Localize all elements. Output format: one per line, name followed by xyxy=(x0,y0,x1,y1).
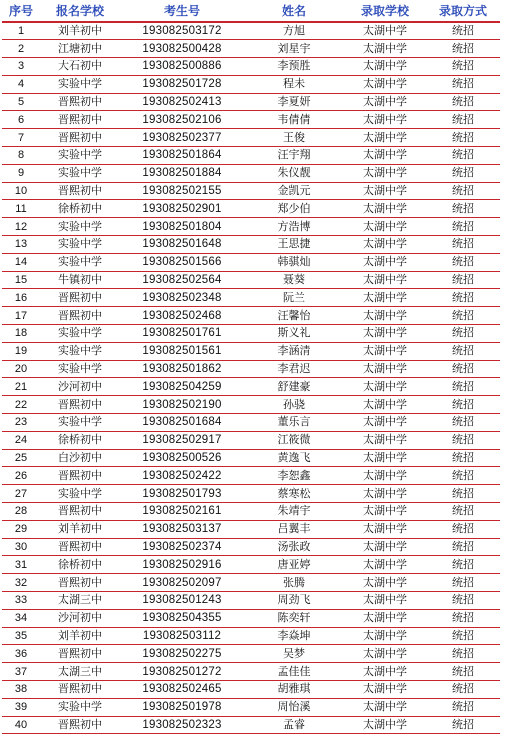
table-row xyxy=(2,538,500,556)
cell-name: 程未 xyxy=(244,75,344,93)
cell-serial: 27 xyxy=(2,485,40,503)
cell-registration-school: 晋熙初中 xyxy=(40,716,120,734)
cell-name: 韩骐灿 xyxy=(244,253,344,271)
cell-name: 斯义礼 xyxy=(244,325,344,343)
cell-candidate-number: 193082502097 xyxy=(120,574,244,592)
cell-registration-school: 江塘初中 xyxy=(40,40,120,58)
cell-serial: 31 xyxy=(2,556,40,574)
table-row xyxy=(2,40,500,58)
cell-registration-school: 晋熙初中 xyxy=(40,503,120,521)
cell-admission-method: 统招 xyxy=(426,538,500,556)
cell-name: 孟睿 xyxy=(244,716,344,734)
cell-registration-school: 徐桥初中 xyxy=(40,556,120,574)
table-row xyxy=(2,182,500,200)
cell-name: 吕翼丰 xyxy=(244,520,344,538)
header-serial: 序号 xyxy=(2,0,40,22)
cell-registration-school: 晋熙初中 xyxy=(40,182,120,200)
cell-admission-method: 统招 xyxy=(426,592,500,610)
cell-admitting-school: 太湖中学 xyxy=(344,360,426,378)
cell-name: 胡雅琪 xyxy=(244,680,344,698)
cell-registration-school: 晋熙初中 xyxy=(40,307,120,325)
cell-candidate-number: 193082503112 xyxy=(120,627,244,645)
cell-registration-school: 实验中学 xyxy=(40,147,120,165)
cell-serial: 17 xyxy=(2,307,40,325)
cell-serial: 34 xyxy=(2,609,40,627)
cell-serial: 33 xyxy=(2,592,40,610)
cell-candidate-number: 193082502348 xyxy=(120,289,244,307)
cell-admitting-school: 太湖中学 xyxy=(344,467,426,485)
cell-candidate-number: 193082501566 xyxy=(120,253,244,271)
table-row xyxy=(2,645,500,663)
cell-candidate-number: 193082501862 xyxy=(120,360,244,378)
cell-registration-school: 实验中学 xyxy=(40,342,120,360)
table-row xyxy=(2,627,500,645)
cell-registration-school: 白沙初中 xyxy=(40,449,120,467)
cell-admission-method: 统招 xyxy=(426,164,500,182)
cell-serial: 39 xyxy=(2,698,40,716)
table-row xyxy=(2,414,500,432)
cell-name: 阮兰 xyxy=(244,289,344,307)
table-row xyxy=(2,680,500,698)
cell-serial: 28 xyxy=(2,503,40,521)
cell-admitting-school: 太湖中学 xyxy=(344,271,426,289)
cell-admitting-school: 太湖中学 xyxy=(344,716,426,734)
cell-candidate-number: 193082501804 xyxy=(120,218,244,236)
cell-serial: 37 xyxy=(2,663,40,681)
cell-registration-school: 晋熙初中 xyxy=(40,645,120,663)
admission-table xyxy=(2,0,500,734)
cell-registration-school: 晋熙初中 xyxy=(40,467,120,485)
table-row xyxy=(2,22,500,40)
cell-registration-school: 大石初中 xyxy=(40,58,120,76)
cell-admitting-school: 太湖中学 xyxy=(344,556,426,574)
cell-registration-school: 晋熙初中 xyxy=(40,574,120,592)
cell-admitting-school: 太湖中学 xyxy=(344,431,426,449)
cell-admission-method: 统招 xyxy=(426,698,500,716)
cell-name: 朱仪靓 xyxy=(244,164,344,182)
cell-registration-school: 晋熙初中 xyxy=(40,129,120,147)
cell-serial: 32 xyxy=(2,574,40,592)
cell-serial: 8 xyxy=(2,147,40,165)
table-row xyxy=(2,325,500,343)
cell-admitting-school: 太湖中学 xyxy=(344,75,426,93)
cell-candidate-number: 193082502161 xyxy=(120,503,244,521)
cell-name: 郑少伯 xyxy=(244,200,344,218)
cell-admission-method: 统招 xyxy=(426,22,500,40)
header-candidate-number: 考生号 xyxy=(120,0,244,22)
cell-candidate-number: 193082502190 xyxy=(120,396,244,414)
cell-admitting-school: 太湖中学 xyxy=(344,627,426,645)
cell-candidate-number: 193082501884 xyxy=(120,164,244,182)
cell-registration-school: 晋熙初中 xyxy=(40,289,120,307)
cell-admission-method: 统招 xyxy=(426,236,500,254)
cell-name: 刘星宇 xyxy=(244,40,344,58)
cell-admitting-school: 太湖中学 xyxy=(344,342,426,360)
cell-registration-school: 刘羊初中 xyxy=(40,22,120,40)
table-row xyxy=(2,342,500,360)
cell-name: 孟佳佳 xyxy=(244,663,344,681)
table-row xyxy=(2,58,500,76)
table-row xyxy=(2,520,500,538)
cell-serial: 1 xyxy=(2,22,40,40)
cell-name: 李焱坤 xyxy=(244,627,344,645)
cell-admitting-school: 太湖中学 xyxy=(344,182,426,200)
cell-admitting-school: 太湖中学 xyxy=(344,40,426,58)
cell-admission-method: 统招 xyxy=(426,253,500,271)
cell-registration-school: 刘羊初中 xyxy=(40,520,120,538)
cell-candidate-number: 193082501272 xyxy=(120,663,244,681)
cell-name: 周劲飞 xyxy=(244,592,344,610)
cell-name: 王思捷 xyxy=(244,236,344,254)
cell-registration-school: 晋熙初中 xyxy=(40,93,120,111)
cell-admission-method: 统招 xyxy=(426,360,500,378)
cell-registration-school: 实验中学 xyxy=(40,253,120,271)
cell-candidate-number: 193082504355 xyxy=(120,609,244,627)
table-row xyxy=(2,289,500,307)
cell-admission-method: 统招 xyxy=(426,627,500,645)
table-row xyxy=(2,449,500,467)
cell-serial: 29 xyxy=(2,520,40,538)
cell-serial: 14 xyxy=(2,253,40,271)
cell-serial: 18 xyxy=(2,325,40,343)
cell-registration-school: 实验中学 xyxy=(40,360,120,378)
cell-candidate-number: 193082501761 xyxy=(120,325,244,343)
cell-candidate-number: 193082504259 xyxy=(120,378,244,396)
cell-candidate-number: 193082502377 xyxy=(120,129,244,147)
cell-candidate-number: 193082502155 xyxy=(120,182,244,200)
cell-name: 周怡溪 xyxy=(244,698,344,716)
cell-serial: 22 xyxy=(2,396,40,414)
cell-admission-method: 统招 xyxy=(426,200,500,218)
cell-admitting-school: 太湖中学 xyxy=(344,520,426,538)
cell-admission-method: 统招 xyxy=(426,40,500,58)
cell-name: 李君迟 xyxy=(244,360,344,378)
header-admission-method: 录取方式 xyxy=(426,0,500,22)
cell-registration-school: 沙河初中 xyxy=(40,378,120,396)
cell-admitting-school: 太湖中学 xyxy=(344,645,426,663)
cell-admission-method: 统招 xyxy=(426,325,500,343)
cell-admission-method: 统招 xyxy=(426,680,500,698)
cell-admitting-school: 太湖中学 xyxy=(344,253,426,271)
header-name: 姓名 xyxy=(244,0,344,22)
cell-candidate-number: 193082501561 xyxy=(120,342,244,360)
cell-registration-school: 实验中学 xyxy=(40,485,120,503)
table-row xyxy=(2,147,500,165)
cell-admission-method: 统招 xyxy=(426,129,500,147)
table-row xyxy=(2,503,500,521)
cell-admission-method: 统招 xyxy=(426,378,500,396)
cell-serial: 7 xyxy=(2,129,40,147)
cell-serial: 21 xyxy=(2,378,40,396)
cell-registration-school: 太湖三中 xyxy=(40,592,120,610)
cell-serial: 6 xyxy=(2,111,40,129)
cell-name: 江筱微 xyxy=(244,431,344,449)
table-row xyxy=(2,271,500,289)
cell-admission-method: 统招 xyxy=(426,663,500,681)
cell-admitting-school: 太湖中学 xyxy=(344,396,426,414)
table-row xyxy=(2,467,500,485)
header-admitting-school: 录取学校 xyxy=(344,0,426,22)
cell-name: 陈奕轩 xyxy=(244,609,344,627)
table-row xyxy=(2,556,500,574)
cell-serial: 9 xyxy=(2,164,40,182)
cell-name: 汪馨怡 xyxy=(244,307,344,325)
cell-admitting-school: 太湖中学 xyxy=(344,378,426,396)
cell-serial: 19 xyxy=(2,342,40,360)
table-row xyxy=(2,236,500,254)
cell-admitting-school: 太湖中学 xyxy=(344,147,426,165)
cell-registration-school: 实验中学 xyxy=(40,236,120,254)
cell-admitting-school: 太湖中学 xyxy=(344,414,426,432)
cell-serial: 30 xyxy=(2,538,40,556)
cell-candidate-number: 193082501864 xyxy=(120,147,244,165)
table-row xyxy=(2,93,500,111)
cell-serial: 35 xyxy=(2,627,40,645)
cell-admission-method: 统招 xyxy=(426,307,500,325)
cell-admitting-school: 太湖中学 xyxy=(344,93,426,111)
cell-admitting-school: 太湖中学 xyxy=(344,129,426,147)
cell-candidate-number: 193082502323 xyxy=(120,716,244,734)
cell-admission-method: 统招 xyxy=(426,111,500,129)
cell-admission-method: 统招 xyxy=(426,271,500,289)
cell-candidate-number: 193082502374 xyxy=(120,538,244,556)
cell-registration-school: 实验中学 xyxy=(40,75,120,93)
cell-serial: 10 xyxy=(2,182,40,200)
cell-serial: 16 xyxy=(2,289,40,307)
cell-admission-method: 统招 xyxy=(426,485,500,503)
cell-registration-school: 沙河初中 xyxy=(40,609,120,627)
table-row xyxy=(2,307,500,325)
cell-name: 李预胜 xyxy=(244,58,344,76)
table-row xyxy=(2,431,500,449)
table-row xyxy=(2,360,500,378)
table-row xyxy=(2,164,500,182)
cell-admitting-school: 太湖中学 xyxy=(344,58,426,76)
cell-registration-school: 实验中学 xyxy=(40,325,120,343)
cell-candidate-number: 193082500526 xyxy=(120,449,244,467)
cell-name: 唐亚婷 xyxy=(244,556,344,574)
cell-candidate-number: 193082501243 xyxy=(120,592,244,610)
cell-admitting-school: 太湖中学 xyxy=(344,218,426,236)
cell-name: 吴梦 xyxy=(244,645,344,663)
cell-admission-method: 统招 xyxy=(426,93,500,111)
cell-serial: 25 xyxy=(2,449,40,467)
cell-registration-school: 徐桥初中 xyxy=(40,200,120,218)
cell-name: 舒建豪 xyxy=(244,378,344,396)
cell-admission-method: 统招 xyxy=(426,556,500,574)
cell-admitting-school: 太湖中学 xyxy=(344,289,426,307)
table-row xyxy=(2,485,500,503)
cell-admitting-school: 太湖中学 xyxy=(344,574,426,592)
cell-candidate-number: 193082502564 xyxy=(120,271,244,289)
cell-name: 聂葵 xyxy=(244,271,344,289)
cell-serial: 15 xyxy=(2,271,40,289)
cell-admission-method: 统招 xyxy=(426,289,500,307)
cell-name: 李恕鑫 xyxy=(244,467,344,485)
cell-name: 金凯元 xyxy=(244,182,344,200)
cell-admission-method: 统招 xyxy=(426,520,500,538)
cell-registration-school: 晋熙初中 xyxy=(40,111,120,129)
cell-admission-method: 统招 xyxy=(426,449,500,467)
table-row xyxy=(2,378,500,396)
cell-admission-method: 统招 xyxy=(426,574,500,592)
cell-candidate-number: 193082500886 xyxy=(120,58,244,76)
cell-admission-method: 统招 xyxy=(426,414,500,432)
header-registration-school: 报名学校 xyxy=(40,0,120,22)
table-row xyxy=(2,698,500,716)
table-row xyxy=(2,609,500,627)
cell-serial: 12 xyxy=(2,218,40,236)
cell-registration-school: 晋熙初中 xyxy=(40,396,120,414)
cell-candidate-number: 193082501648 xyxy=(120,236,244,254)
cell-registration-school: 徐桥初中 xyxy=(40,431,120,449)
cell-admitting-school: 太湖中学 xyxy=(344,592,426,610)
cell-admitting-school: 太湖中学 xyxy=(344,503,426,521)
table-row xyxy=(2,75,500,93)
cell-registration-school: 刘羊初中 xyxy=(40,627,120,645)
header-row xyxy=(2,0,500,22)
cell-candidate-number: 193082502106 xyxy=(120,111,244,129)
cell-serial: 2 xyxy=(2,40,40,58)
cell-name: 孙骁 xyxy=(244,396,344,414)
cell-admission-method: 统招 xyxy=(426,75,500,93)
cell-name: 汪宇翔 xyxy=(244,147,344,165)
cell-name: 董乐言 xyxy=(244,414,344,432)
cell-candidate-number: 193082502916 xyxy=(120,556,244,574)
cell-name: 张腾 xyxy=(244,574,344,592)
cell-serial: 13 xyxy=(2,236,40,254)
cell-name: 黄逸飞 xyxy=(244,449,344,467)
cell-registration-school: 太湖三中 xyxy=(40,663,120,681)
cell-name: 汤张政 xyxy=(244,538,344,556)
table-row xyxy=(2,253,500,271)
cell-admission-method: 统招 xyxy=(426,503,500,521)
table-row xyxy=(2,716,500,734)
table-row xyxy=(2,663,500,681)
cell-candidate-number: 193082503172 xyxy=(120,22,244,40)
table-row xyxy=(2,574,500,592)
table-body xyxy=(2,22,500,734)
cell-registration-school: 实验中学 xyxy=(40,414,120,432)
cell-name: 韦倩倩 xyxy=(244,111,344,129)
cell-serial: 3 xyxy=(2,58,40,76)
table-row xyxy=(2,396,500,414)
cell-serial: 36 xyxy=(2,645,40,663)
cell-name: 李涵清 xyxy=(244,342,344,360)
cell-admitting-school: 太湖中学 xyxy=(344,680,426,698)
cell-admission-method: 统招 xyxy=(426,716,500,734)
cell-admitting-school: 太湖中学 xyxy=(344,485,426,503)
cell-candidate-number: 193082501978 xyxy=(120,698,244,716)
cell-admission-method: 统招 xyxy=(426,182,500,200)
cell-name: 方旭 xyxy=(244,22,344,40)
cell-admitting-school: 太湖中学 xyxy=(344,111,426,129)
cell-registration-school: 晋熙初中 xyxy=(40,680,120,698)
cell-admission-method: 统招 xyxy=(426,645,500,663)
cell-admission-method: 统招 xyxy=(426,609,500,627)
table-row xyxy=(2,200,500,218)
cell-candidate-number: 193082503137 xyxy=(120,520,244,538)
cell-name: 李夏妍 xyxy=(244,93,344,111)
cell-candidate-number: 193082502465 xyxy=(120,680,244,698)
cell-registration-school: 实验中学 xyxy=(40,218,120,236)
cell-serial: 40 xyxy=(2,716,40,734)
cell-candidate-number: 193082502275 xyxy=(120,645,244,663)
cell-candidate-number: 193082502468 xyxy=(120,307,244,325)
cell-name: 朱靖宇 xyxy=(244,503,344,521)
cell-admitting-school: 太湖中学 xyxy=(344,609,426,627)
cell-name: 王俊 xyxy=(244,129,344,147)
cell-candidate-number: 193082502422 xyxy=(120,467,244,485)
table-row xyxy=(2,592,500,610)
cell-candidate-number: 193082502413 xyxy=(120,93,244,111)
cell-admission-method: 统招 xyxy=(426,342,500,360)
cell-candidate-number: 193082502901 xyxy=(120,200,244,218)
cell-name: 蔡寒松 xyxy=(244,485,344,503)
cell-admission-method: 统招 xyxy=(426,431,500,449)
cell-serial: 20 xyxy=(2,360,40,378)
cell-serial: 38 xyxy=(2,680,40,698)
cell-serial: 5 xyxy=(2,93,40,111)
cell-admitting-school: 太湖中学 xyxy=(344,164,426,182)
cell-admitting-school: 太湖中学 xyxy=(344,22,426,40)
cell-admitting-school: 太湖中学 xyxy=(344,307,426,325)
cell-registration-school: 晋熙初中 xyxy=(40,538,120,556)
cell-admitting-school: 太湖中学 xyxy=(344,449,426,467)
cell-admission-method: 统招 xyxy=(426,218,500,236)
cell-admitting-school: 太湖中学 xyxy=(344,236,426,254)
cell-serial: 11 xyxy=(2,200,40,218)
cell-registration-school: 实验中学 xyxy=(40,698,120,716)
cell-admitting-school: 太湖中学 xyxy=(344,663,426,681)
cell-admission-method: 统招 xyxy=(426,467,500,485)
cell-candidate-number: 193082500428 xyxy=(120,40,244,58)
cell-name: 方浩博 xyxy=(244,218,344,236)
cell-admitting-school: 太湖中学 xyxy=(344,538,426,556)
cell-candidate-number: 193082501728 xyxy=(120,75,244,93)
cell-serial: 23 xyxy=(2,414,40,432)
table-row xyxy=(2,111,500,129)
cell-admitting-school: 太湖中学 xyxy=(344,200,426,218)
cell-serial: 4 xyxy=(2,75,40,93)
cell-candidate-number: 193082501793 xyxy=(120,485,244,503)
cell-admission-method: 统招 xyxy=(426,58,500,76)
cell-candidate-number: 193082501684 xyxy=(120,414,244,432)
cell-serial: 24 xyxy=(2,431,40,449)
cell-registration-school: 实验中学 xyxy=(40,164,120,182)
admission-list-sheet xyxy=(2,0,500,734)
table-row xyxy=(2,218,500,236)
cell-admission-method: 统招 xyxy=(426,396,500,414)
cell-admission-method: 统招 xyxy=(426,147,500,165)
table-row xyxy=(2,129,500,147)
cell-serial: 26 xyxy=(2,467,40,485)
cell-admitting-school: 太湖中学 xyxy=(344,698,426,716)
cell-admitting-school: 太湖中学 xyxy=(344,325,426,343)
cell-registration-school: 牛镇初中 xyxy=(40,271,120,289)
cell-candidate-number: 193082502917 xyxy=(120,431,244,449)
